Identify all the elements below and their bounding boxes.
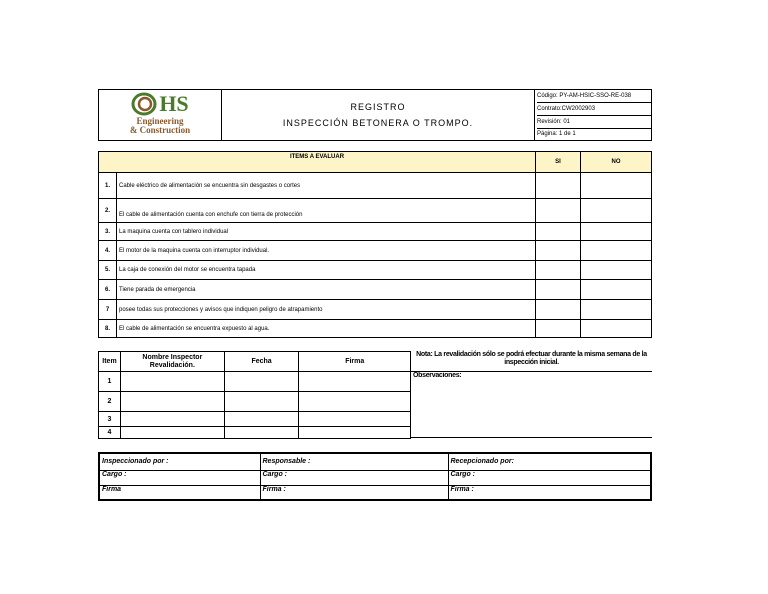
reval-item-number: 3 [99, 412, 121, 427]
col-nombre: Nombre Inspector Revalidación. [120, 352, 224, 372]
item-no-cell[interactable] [581, 241, 652, 261]
item-text: La caja de conexión del motor se encuentra tapada [117, 261, 536, 280]
items-table [98, 151, 652, 338]
item-si-cell[interactable] [536, 173, 581, 199]
item-text: posee todas sus protecciones y avisos que indiquen peligro de atrapamiento [117, 300, 536, 320]
item-number: 6. [99, 280, 117, 300]
item-si-cell[interactable] [536, 280, 581, 300]
reval-row [99, 412, 411, 427]
item-row [99, 300, 652, 320]
reval-firma-cell[interactable] [299, 392, 411, 412]
reval-nombre-cell[interactable] [120, 427, 224, 439]
item-number: 1. [99, 173, 117, 199]
reval-row [99, 372, 411, 392]
logo-hs-text: HS [159, 91, 189, 116]
items-header-label: ITEMS A EVALUAR [99, 152, 536, 173]
item-no-cell[interactable] [581, 223, 652, 241]
item-text: El cable de alimentación se encuentra expuesto al agua. [117, 320, 536, 338]
col-fecha: Fecha [224, 352, 299, 372]
item-si-cell[interactable] [536, 199, 581, 223]
item-text: Tiene parada de emergencia [117, 280, 536, 300]
sign-row-cargo [99, 470, 651, 485]
item-text: El cable de alimentación cuenta con enchufe con tierra de protección [117, 199, 536, 223]
observaciones-box[interactable] [411, 371, 652, 438]
logo-line1: Engineering [136, 116, 184, 126]
item-no-cell[interactable] [581, 280, 652, 300]
item-row [99, 241, 652, 261]
logo-line2: & Construction [129, 125, 191, 135]
codigo-label: Código: PY-AM-HSIC-SSO-RE-038 [537, 90, 651, 103]
item-number: 4. [99, 241, 117, 261]
document-subtitle: INSPECCIÓN BETONERA O TROMPO. [282, 118, 474, 128]
item-text: El motor de la maquina cuenta con interruptor individual. [117, 241, 536, 261]
reval-nombre-cell[interactable] [120, 392, 224, 412]
logo-cell [99, 90, 222, 141]
cargo-label-2[interactable]: Cargo : [260, 470, 448, 485]
col-no: NO [581, 152, 652, 173]
meta-cell [535, 90, 652, 141]
item-row [99, 199, 652, 223]
item-number: 8. [99, 320, 117, 338]
signature-table [98, 452, 652, 501]
item-si-cell[interactable] [536, 300, 581, 320]
item-row [99, 320, 652, 338]
reval-header-row [99, 352, 411, 372]
item-si-cell[interactable] [536, 261, 581, 280]
item-si-cell[interactable] [536, 223, 581, 241]
revision-label: Revisión: 01 [537, 116, 651, 129]
reval-firma-cell[interactable] [299, 412, 411, 427]
firma-label-3[interactable]: Firma : [448, 485, 651, 500]
reval-firma-cell[interactable] [299, 372, 411, 392]
items-header-row [99, 152, 652, 173]
document-title: REGISTRO [350, 102, 406, 112]
item-si-cell[interactable] [536, 320, 581, 338]
item-number: 3. [99, 223, 117, 241]
observaciones-label: Observaciones: [413, 372, 462, 379]
reval-fecha-cell[interactable] [224, 372, 299, 392]
reval-item-number: 4 [99, 427, 121, 439]
cargo-label-3[interactable]: Cargo : [448, 470, 651, 485]
item-no-cell[interactable] [581, 300, 652, 320]
revalidation-note: Nota: La revalidación sólo se podrá efectuar durante la misma semana de la inspección inicial. [416, 351, 647, 366]
col-item: Item [99, 352, 121, 372]
item-row [99, 223, 652, 241]
sign-row-firma [99, 485, 651, 500]
item-number: 2. [99, 199, 117, 223]
item-no-cell[interactable] [581, 199, 652, 223]
reval-row [99, 427, 411, 439]
revalidation-table [98, 351, 411, 439]
col-si: SI [536, 152, 581, 173]
company-logo [130, 92, 190, 135]
pagina-label: Página: 1 de 1 [537, 131, 576, 137]
sign-row-names [99, 453, 651, 470]
item-si-cell[interactable] [536, 241, 581, 261]
contrato-label: Contrato:CW2002903 [537, 103, 651, 116]
item-no-cell[interactable] [581, 320, 652, 338]
reval-row [99, 392, 411, 412]
reval-item-number: 1 [99, 372, 121, 392]
responsable-label[interactable]: Responsable : [260, 453, 448, 470]
item-row [99, 280, 652, 300]
item-number: 7 [99, 300, 117, 320]
title-cell [222, 90, 535, 141]
cargo-label-1[interactable]: Cargo : [99, 470, 260, 485]
reval-firma-cell[interactable] [299, 427, 411, 439]
recepcionado-label[interactable]: Recepcionado por: [448, 453, 651, 470]
document-header [98, 89, 652, 141]
reval-fecha-cell[interactable] [224, 412, 299, 427]
reval-nombre-cell[interactable] [120, 372, 224, 392]
reval-fecha-cell[interactable] [224, 392, 299, 412]
reval-nombre-cell[interactable] [120, 412, 224, 427]
reval-fecha-cell[interactable] [224, 427, 299, 439]
logo-swirl-icon [131, 92, 157, 116]
item-text: Cable eléctrico de alimentación se encuentra sin desgastes o cortes [117, 173, 536, 199]
item-number: 5. [99, 261, 117, 280]
item-row [99, 173, 652, 199]
item-text: La maquina cuenta con tablero individual [117, 223, 536, 241]
reval-item-number: 2 [99, 392, 121, 412]
inspeccionado-label[interactable]: Inspeccionado por : [99, 453, 260, 470]
col-firma: Firma [299, 352, 411, 372]
item-no-cell[interactable] [581, 261, 652, 280]
item-row [99, 261, 652, 280]
firma-label-2[interactable]: Firma : [260, 485, 448, 500]
item-no-cell[interactable] [581, 173, 652, 199]
firma-label-1[interactable]: Firma [99, 485, 260, 500]
